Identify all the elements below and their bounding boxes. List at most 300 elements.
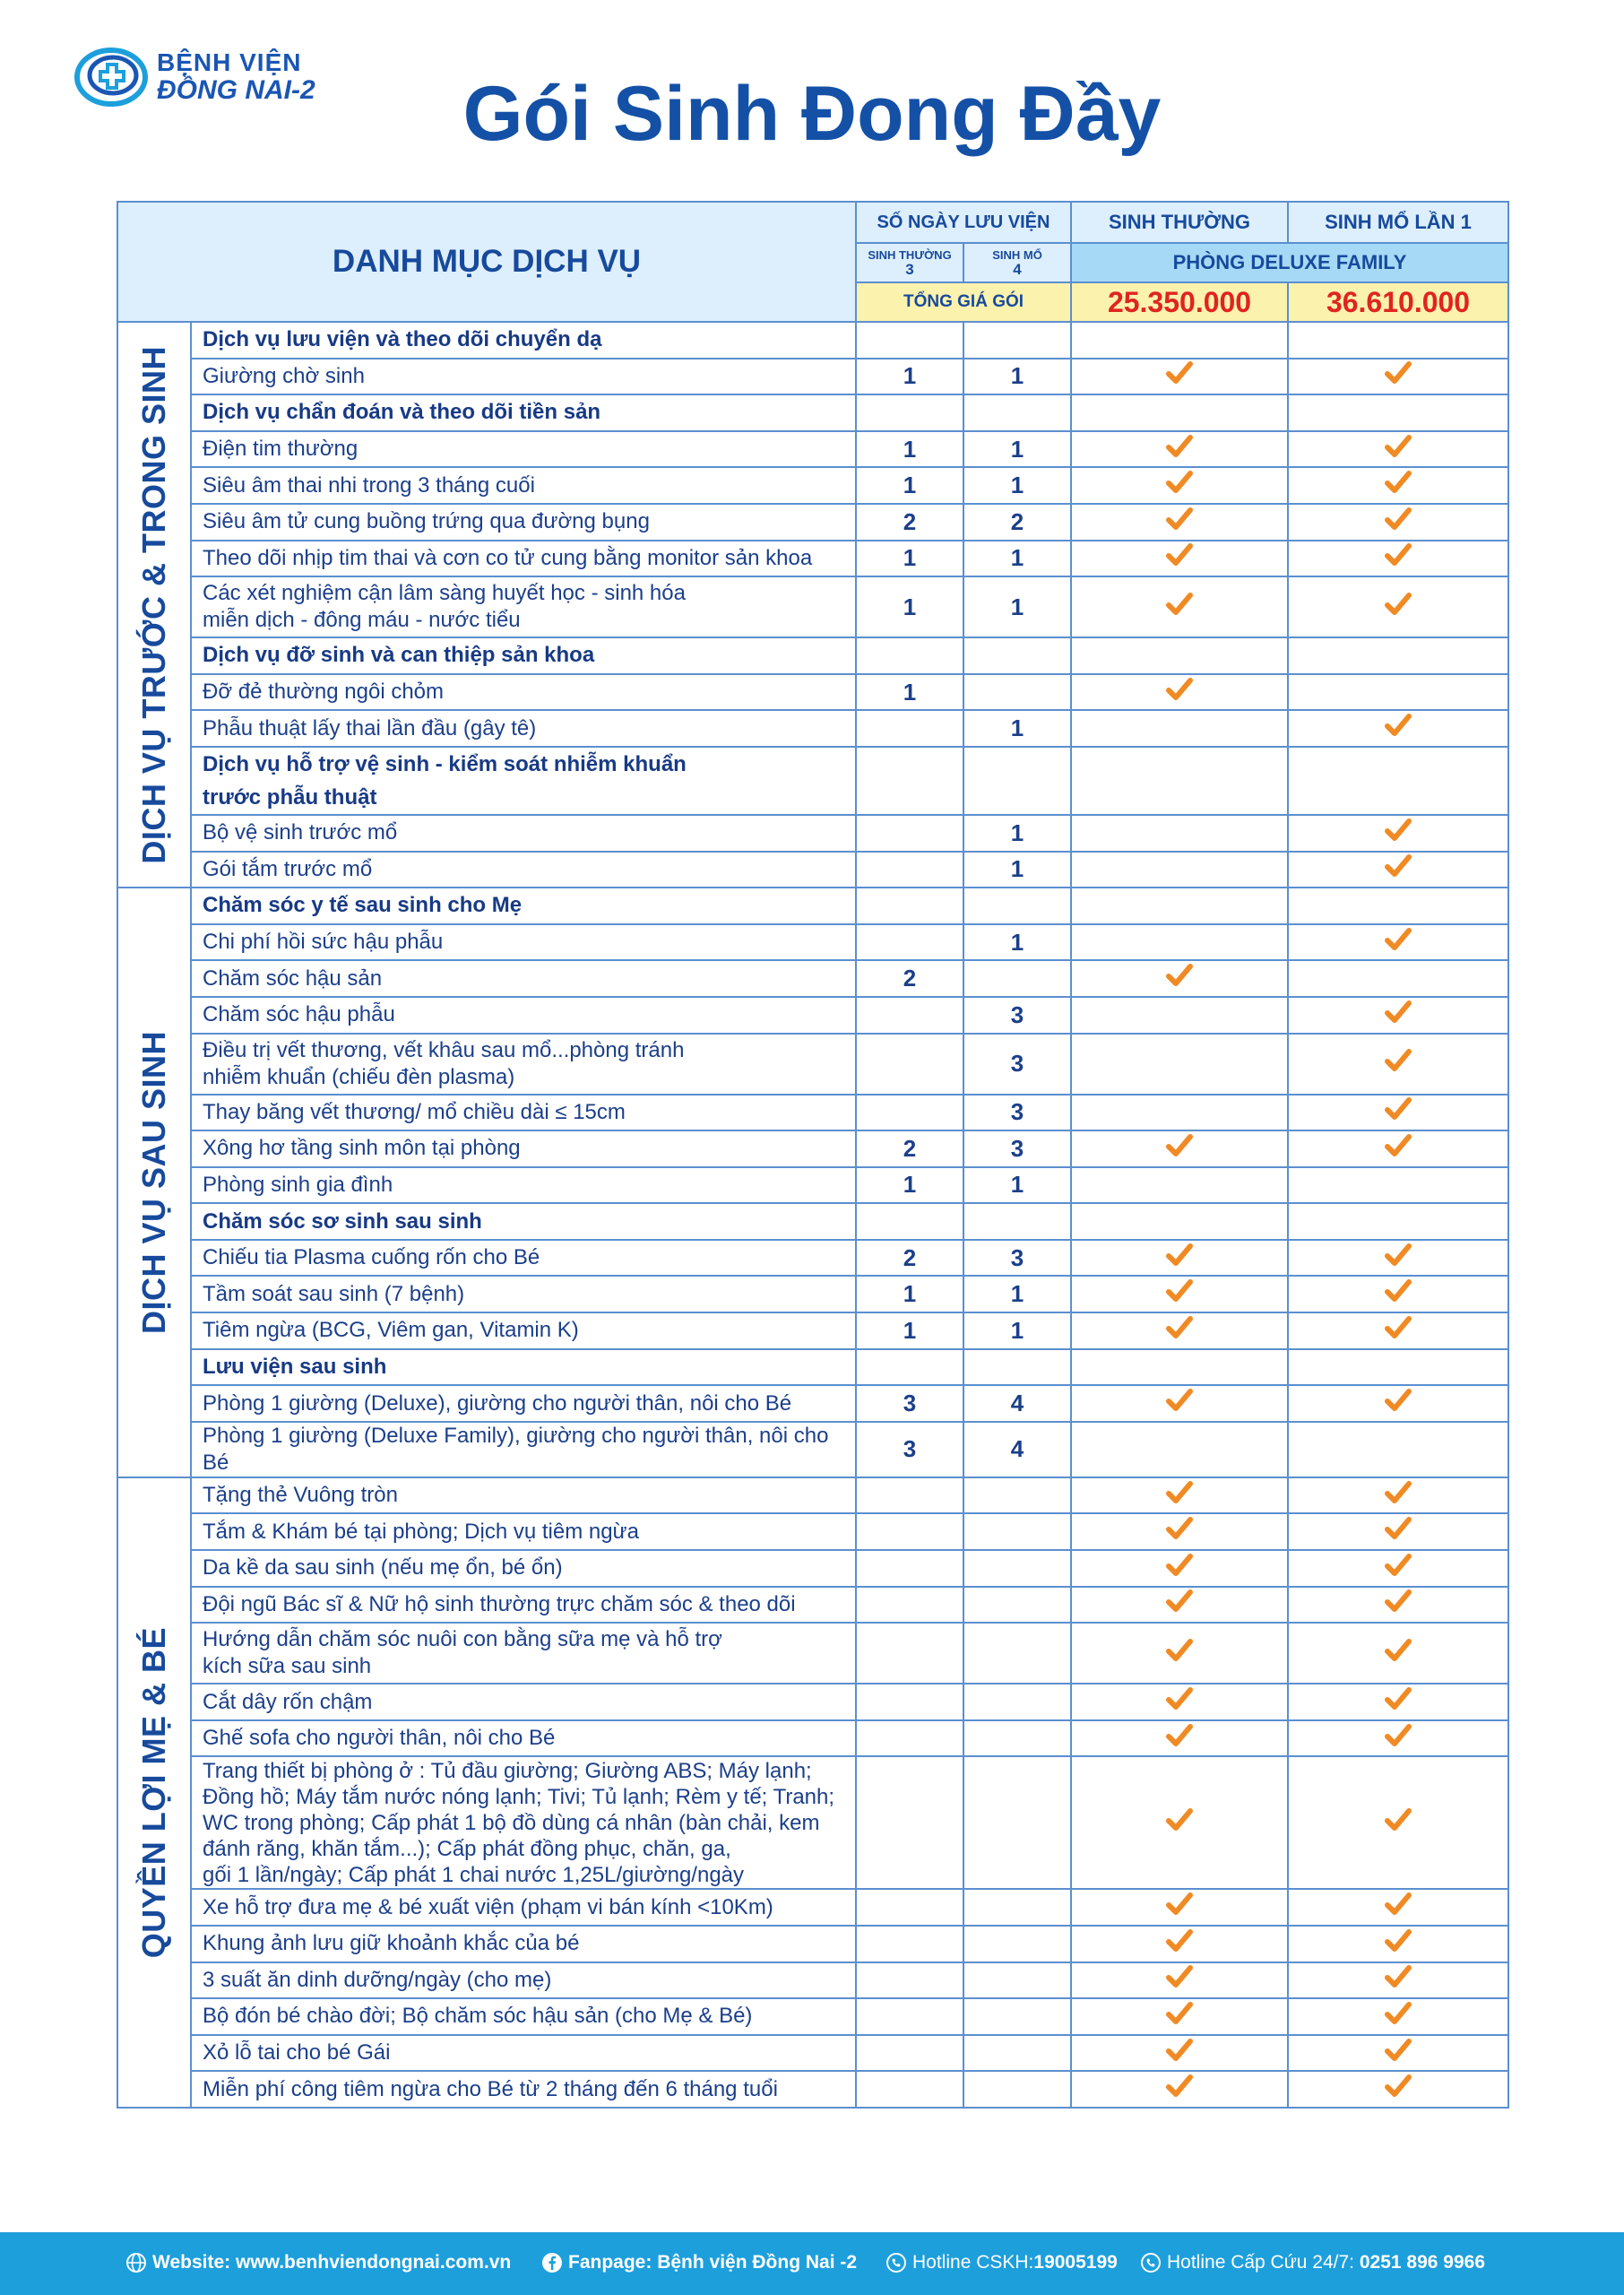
check-icon [1385, 2074, 1412, 2099]
table-row [117, 431, 1508, 468]
header [0, 0, 1624, 188]
days-csection [963, 394, 1071, 431]
service-name: Điện tim thường [191, 431, 856, 468]
days-normal [856, 1203, 963, 1240]
table-row [117, 710, 1508, 747]
table-row [117, 2071, 1508, 2108]
days-csection: 2 [963, 504, 1071, 541]
days-csection: 1 [963, 1167, 1071, 1204]
service-name: Miễn phí công tiêm ngừa cho Bé từ 2 tháng đến 6 tháng tuổi [191, 2071, 856, 2108]
days-normal: 1 [856, 1167, 963, 1204]
table-row [117, 1422, 1508, 1477]
table-row [117, 1513, 1508, 1550]
check-icon [1166, 2074, 1193, 2099]
service-name: Theo dõi nhịp tim thai và cơn co tử cung bằng monitor sản khoa [191, 541, 856, 577]
service-name: Điều trị vết thương, vết khâu sau mổ...phòng tránh nhiễm khuẩn (chiếu đèn plasma) [191, 1034, 856, 1095]
service-name: Chiếu tia Plasma cuống rốn cho Bé [191, 1240, 856, 1277]
service-name: Thay băng vết thương/ mổ chiều dài ≤ 15cm [191, 1095, 856, 1131]
included-csection [1288, 1034, 1508, 1095]
included-csection [1288, 1926, 1508, 1962]
days-normal: 1 [856, 1312, 963, 1349]
service-name: Xông hơ tầng sinh môn tại phòng [191, 1130, 856, 1167]
included-normal [1071, 541, 1288, 577]
check-icon [1385, 853, 1412, 879]
service-name: Bộ đón bé chào đời; Bộ chăm sóc hậu sản (cho Mẹ & Bé) [191, 1998, 856, 2035]
included-csection [1288, 1587, 1508, 1624]
days-normal [856, 2035, 963, 2072]
service-name: Đội ngũ Bác sĩ & Nữ hộ sinh thường trực chăm sóc & theo dõi [191, 1587, 856, 1624]
days-csection [963, 1550, 1071, 1587]
days-normal [856, 1684, 963, 1720]
included-csection [1288, 1349, 1508, 1386]
days-csection [963, 888, 1071, 924]
included-normal [1071, 1477, 1288, 1514]
table-row [117, 852, 1508, 888]
check-icon [1385, 434, 1412, 459]
check-icon [1385, 1278, 1412, 1303]
check-icon [1385, 592, 1412, 617]
subheader-row [117, 1203, 1508, 1240]
days-normal [856, 1477, 963, 1514]
table-row [117, 1962, 1508, 1999]
service-name: Hướng dẫn chăm sóc nuôi con bằng sữa mẹ và hỗ trợ kích sữa sau sinh [191, 1623, 856, 1684]
subsection-title: Dịch vụ hỗ trợ vệ sinh - kiểm soát nhiễm khuẩn trước phẫu thuật [191, 747, 856, 815]
service-name: Ghế sofa cho người thân, nôi cho Bé [191, 1720, 856, 1757]
check-icon [1385, 927, 1412, 952]
subheader-row [117, 394, 1508, 431]
website-label: Website: [152, 2252, 231, 2273]
check-icon [1166, 1928, 1193, 1953]
days-normal: 3 [856, 1385, 963, 1422]
check-icon [1385, 1315, 1412, 1340]
service-table-wrapper [117, 201, 1507, 2188]
table-row [117, 1550, 1508, 1587]
logo-line1: BỆNH VIỆN [157, 48, 302, 76]
days-csection: 4 [963, 1385, 1071, 1422]
included-csection [1288, 747, 1508, 815]
days-normal [856, 2071, 963, 2108]
days-csection: 1 [963, 467, 1071, 504]
included-csection [1288, 1756, 1508, 1889]
section-label-cell [117, 322, 191, 888]
check-icon [1385, 1964, 1412, 1989]
subsection-title: Chăm sóc sơ sinh sau sinh [191, 1203, 856, 1240]
days-csection [963, 1203, 1071, 1240]
table-row [117, 1167, 1508, 1204]
included-csection [1288, 1513, 1508, 1550]
fanpage-name[interactable]: Bệnh viện Đồng Nai -2 [657, 2252, 858, 2273]
phone-icon [1140, 2252, 1162, 2273]
section-label: DỊCH VỤ TRƯỚC & TRONG SINH [135, 345, 172, 864]
days-normal: 1 [856, 541, 963, 577]
emergency-number[interactable]: 0251 896 9966 [1359, 2252, 1485, 2273]
included-csection [1288, 467, 1508, 504]
included-normal [1071, 467, 1288, 504]
included-csection [1288, 1167, 1508, 1204]
service-name: Xe hỗ trợ đưa mẹ & bé xuất viện (phạm vi bán kính <10Km) [191, 1889, 856, 1926]
included-normal [1071, 1513, 1288, 1550]
check-icon [1385, 713, 1412, 738]
footer-fanpage[interactable] [541, 2252, 857, 2273]
room-type-header: PHÒNG DELUXE FAMILY [1071, 243, 1508, 282]
service-table [117, 201, 1509, 2109]
footer-hotline[interactable] [885, 2252, 1118, 2273]
days-normal [856, 924, 963, 961]
days-csection: 1 [963, 576, 1071, 637]
included-normal [1071, 1684, 1288, 1720]
section-label: QUYỀN LỢI MẸ & BÉ [135, 1626, 172, 1959]
subsection-title: Dịch vụ chẩn đoán và theo dõi tiền sản [191, 394, 856, 431]
days-normal [856, 1720, 963, 1757]
csection-days-value: 4 [1013, 261, 1022, 278]
included-normal [1071, 1422, 1288, 1477]
included-normal [1071, 1926, 1288, 1962]
check-icon [1385, 1480, 1412, 1505]
days-normal: 1 [856, 359, 963, 395]
included-csection [1288, 1720, 1508, 1757]
service-name: Phẫu thuật lấy thai lần đầu (gây tê) [191, 710, 856, 747]
check-icon [1166, 1278, 1193, 1303]
service-name: Cắt dây rốn chậm [191, 1684, 856, 1720]
table-row [117, 1720, 1508, 1757]
service-name: Đỡ đẻ thường ngôi chỏm [191, 674, 856, 711]
days-csection: 4 [963, 1422, 1071, 1477]
included-normal [1071, 710, 1288, 747]
service-name: Chi phí hồi sức hậu phẫu [191, 924, 856, 961]
included-normal [1071, 960, 1288, 997]
included-normal [1071, 504, 1288, 541]
days-csection [963, 1513, 1071, 1550]
check-icon [1385, 1723, 1412, 1748]
included-csection [1288, 541, 1508, 577]
table-row [117, 359, 1508, 395]
table-row [117, 1240, 1508, 1277]
included-normal [1071, 1756, 1288, 1889]
included-csection [1288, 2035, 1508, 2072]
check-icon [1166, 1243, 1193, 1268]
days-normal: 1 [856, 1276, 963, 1312]
table-row [117, 1385, 1508, 1422]
check-icon [1385, 507, 1412, 532]
check-icon [1166, 963, 1193, 988]
table-row [117, 504, 1508, 541]
days-csection: 1 [963, 710, 1071, 747]
facebook-icon [541, 2252, 563, 2273]
days-normal [856, 394, 963, 431]
included-csection [1288, 1684, 1508, 1720]
subheader-row [117, 637, 1508, 674]
included-csection [1288, 997, 1508, 1034]
table-row [117, 997, 1508, 1034]
check-icon [1166, 2001, 1193, 2026]
section-label-cell [117, 888, 191, 1477]
included-normal [1071, 1095, 1288, 1131]
included-csection [1288, 1623, 1508, 1684]
fanpage-label: Fanpage: [568, 2252, 652, 2273]
emergency-label: Hotline Cấp Cứu 24/7: [1167, 2252, 1355, 2273]
days-normal [856, 888, 963, 924]
footer-emergency[interactable] [1140, 2252, 1485, 2273]
included-normal [1071, 815, 1288, 852]
service-name: Phòng 1 giường (Deluxe Family), giường cho người thân, nôi cho Bé [191, 1422, 856, 1477]
service-name: Tiêm ngừa (BCG, Viêm gan, Vitamin K) [191, 1312, 856, 1349]
included-csection [1288, 359, 1508, 395]
days-normal: 2 [856, 1240, 963, 1277]
check-icon [1166, 2038, 1193, 2063]
check-icon [1385, 542, 1412, 567]
table-row [117, 541, 1508, 577]
check-icon [1385, 1243, 1412, 1268]
days-normal [856, 1998, 963, 2035]
days-normal [856, 852, 963, 888]
days-normal [856, 1889, 963, 1926]
subsection-title: Lưu viện sau sinh [191, 1349, 856, 1386]
included-normal [1071, 1349, 1288, 1386]
included-csection [1288, 1130, 1508, 1167]
days-csection: 1 [963, 359, 1071, 395]
included-normal [1071, 1276, 1288, 1312]
included-normal [1071, 322, 1288, 359]
service-name: Siêu âm tử cung buồng trứng qua đường bụng [191, 504, 856, 541]
table-row [117, 1034, 1508, 1095]
days-csection [963, 1962, 1071, 1999]
included-normal [1071, 1385, 1288, 1422]
included-normal [1071, 1312, 1288, 1349]
check-icon [1166, 1686, 1193, 1711]
included-normal [1071, 576, 1288, 637]
table-row [117, 1312, 1508, 1349]
days-normal: 1 [856, 674, 963, 711]
days-normal: 2 [856, 960, 963, 997]
included-normal [1071, 1720, 1288, 1757]
days-normal [856, 1095, 963, 1131]
price-normal: 25.350.000 [1071, 282, 1288, 322]
days-csection [963, 637, 1071, 674]
check-icon [1385, 1638, 1412, 1663]
check-icon [1166, 470, 1193, 495]
included-normal [1071, 1130, 1288, 1167]
included-csection [1288, 2071, 1508, 2108]
days-normal: 2 [856, 504, 963, 541]
service-name: Bộ vệ sinh trước mổ [191, 815, 856, 852]
included-csection [1288, 1889, 1508, 1926]
days-normal [856, 1513, 963, 1550]
website-url[interactable]: www.benhviendongnai.com.vn [235, 2252, 512, 2273]
included-csection [1288, 888, 1508, 924]
included-normal [1071, 888, 1288, 924]
included-normal [1071, 852, 1288, 888]
days-normal [856, 1962, 963, 1999]
hotline-label: Hotline CSKH: [912, 2252, 1034, 2273]
check-icon [1385, 1807, 1412, 1832]
days-normal [856, 710, 963, 747]
subsection-title: Dịch vụ lưu viện và theo dõi chuyển dạ [191, 322, 856, 359]
included-normal [1071, 359, 1288, 395]
check-icon [1166, 1315, 1193, 1340]
days-csection [963, 1889, 1071, 1926]
service-name: Khung ảnh lưu giữ khoảnh khắc của bé [191, 1926, 856, 1962]
hotline-number[interactable]: 19005199 [1033, 2252, 1118, 2273]
days-normal: 1 [856, 467, 963, 504]
included-normal [1071, 1550, 1288, 1587]
check-icon [1166, 1638, 1193, 1663]
normal-days-value: 3 [905, 261, 914, 278]
included-normal [1071, 1203, 1288, 1240]
included-csection [1288, 1998, 1508, 2035]
included-normal [1071, 1623, 1288, 1684]
subsection-title: Dịch vụ đỡ sinh và can thiệp sản khoa [191, 637, 856, 674]
days-csection: 3 [963, 997, 1071, 1034]
included-csection [1288, 1477, 1508, 1514]
included-csection [1288, 1203, 1508, 1240]
logo-line2: ĐỒNG NAI-2 [157, 75, 315, 105]
check-icon [1385, 1516, 1412, 1541]
days-normal [856, 747, 963, 815]
check-icon [1385, 1000, 1412, 1025]
check-icon [1166, 1723, 1193, 1748]
phone-icon [885, 2252, 907, 2273]
days-csection [963, 1684, 1071, 1720]
included-csection [1288, 815, 1508, 852]
days-csection [963, 1926, 1071, 1962]
csection-days-subheader [963, 243, 1071, 282]
service-name: Trang thiết bị phòng ở : Tủ đầu giường; Giường ABS; Máy lạnh; Đồng hồ; Máy tắm nước nóng lạnh; Tivi; Tủ lạnh; Rèm y tế; Tranh; WC trong phòng; Cấp phát 1 bộ đồ dùng cá nhân (bàn chải, kem đánh răng, khăn tắm...); Cấp phát đồng phục, chăn, ga, gối 1 lần/ngày; Cấp phát 1 chai nước 1,25L/giường/ngày [191, 1756, 856, 1889]
included-csection [1288, 960, 1508, 997]
check-icon [1385, 2038, 1412, 2063]
days-csection: 1 [963, 1312, 1071, 1349]
included-normal [1071, 2071, 1288, 2108]
included-csection [1288, 1385, 1508, 1422]
service-name: Phòng sinh gia đình [191, 1167, 856, 1204]
subheader-row [117, 322, 1508, 359]
service-category-header: DANH MỤC DỊCH VỤ [117, 202, 856, 322]
check-icon [1385, 1048, 1412, 1073]
included-normal [1071, 924, 1288, 961]
included-normal [1071, 2035, 1288, 2072]
included-csection [1288, 710, 1508, 747]
service-name: Tắm & Khám bé tại phòng; Dịch vụ tiêm ngừa [191, 1513, 856, 1550]
check-icon [1166, 1892, 1193, 1917]
days-csection [963, 1349, 1071, 1386]
included-normal [1071, 747, 1288, 815]
included-csection [1288, 504, 1508, 541]
service-name: Giường chờ sinh [191, 359, 856, 395]
days-normal [856, 997, 963, 1034]
check-icon [1385, 1589, 1412, 1614]
service-name: Tặng thẻ Vuông tròn [191, 1477, 856, 1514]
days-csection [963, 960, 1071, 997]
section-label-cell [117, 1477, 191, 2108]
days-csection [963, 1477, 1071, 1514]
table-row [117, 674, 1508, 711]
days-csection: 1 [963, 815, 1071, 852]
table-row [117, 1756, 1508, 1889]
included-normal [1071, 1998, 1288, 2035]
service-name: Xỏ lỗ tai cho bé Gái [191, 2035, 856, 2072]
service-name: Tầm soát sau sinh (7 bệnh) [191, 1276, 856, 1312]
days-normal [856, 1756, 963, 1889]
included-csection [1288, 1095, 1508, 1131]
check-icon [1385, 1388, 1412, 1413]
table-row [117, 1623, 1508, 1684]
section-label: DỊCH VỤ SAU SINH [135, 1030, 172, 1334]
table-row [117, 1095, 1508, 1131]
normal-birth-header: SINH THƯỜNG [1071, 202, 1288, 243]
days-csection: 3 [963, 1034, 1071, 1095]
days-normal [856, 1550, 963, 1587]
days-csection [963, 2035, 1071, 2072]
table-row [117, 1587, 1508, 1624]
stay-days-header: SỐ NGÀY LƯU VIỆN [856, 202, 1071, 243]
table-row [117, 1998, 1508, 2035]
included-csection [1288, 1240, 1508, 1277]
total-price-label: TỔNG GIÁ GÓI [856, 282, 1071, 322]
days-csection: 3 [963, 1095, 1071, 1131]
subheader-row [117, 888, 1508, 924]
check-icon [1385, 1133, 1412, 1158]
check-icon [1166, 1553, 1193, 1578]
check-icon [1385, 470, 1412, 495]
check-icon [1385, 1686, 1412, 1711]
included-normal [1071, 431, 1288, 468]
days-csection: 1 [963, 924, 1071, 961]
check-icon [1385, 1096, 1412, 1122]
included-csection [1288, 1550, 1508, 1587]
footer-website[interactable] [125, 2252, 511, 2273]
days-normal [856, 322, 963, 359]
table-row [117, 467, 1508, 504]
check-icon [1385, 1553, 1412, 1578]
included-csection [1288, 576, 1508, 637]
days-csection [963, 747, 1071, 815]
included-csection [1288, 1276, 1508, 1312]
table-row [117, 1130, 1508, 1167]
days-csection: 1 [963, 1276, 1071, 1312]
price-csection: 36.610.000 [1288, 282, 1508, 322]
check-icon [1166, 1388, 1193, 1413]
days-csection [963, 1623, 1071, 1684]
service-name: Chăm sóc hậu phẫu [191, 997, 856, 1034]
normal-days-subheader [856, 243, 963, 282]
included-normal [1071, 1587, 1288, 1624]
days-csection: 1 [963, 431, 1071, 468]
days-csection: 1 [963, 852, 1071, 888]
included-normal [1071, 1167, 1288, 1204]
service-name: Phòng 1 giường (Deluxe), giường cho người thân, nôi cho Bé [191, 1385, 856, 1422]
included-csection [1288, 1312, 1508, 1349]
included-csection [1288, 322, 1508, 359]
days-normal: 1 [856, 576, 963, 637]
days-csection [963, 674, 1071, 711]
table-row [117, 1684, 1508, 1720]
days-csection [963, 322, 1071, 359]
included-csection [1288, 852, 1508, 888]
days-normal: 2 [856, 1130, 963, 1167]
check-icon [1166, 1133, 1193, 1158]
check-icon [1166, 1807, 1193, 1832]
table-row [117, 1889, 1508, 1926]
included-csection [1288, 637, 1508, 674]
footer [0, 2232, 1624, 2295]
check-icon [1166, 1480, 1193, 1505]
normal-days-label: SINH THƯỜNG [868, 248, 952, 262]
days-normal [856, 1587, 963, 1624]
check-icon [1166, 1589, 1193, 1614]
check-icon [1166, 507, 1193, 532]
check-icon [1166, 542, 1193, 567]
included-normal [1071, 674, 1288, 711]
table-row [117, 815, 1508, 852]
